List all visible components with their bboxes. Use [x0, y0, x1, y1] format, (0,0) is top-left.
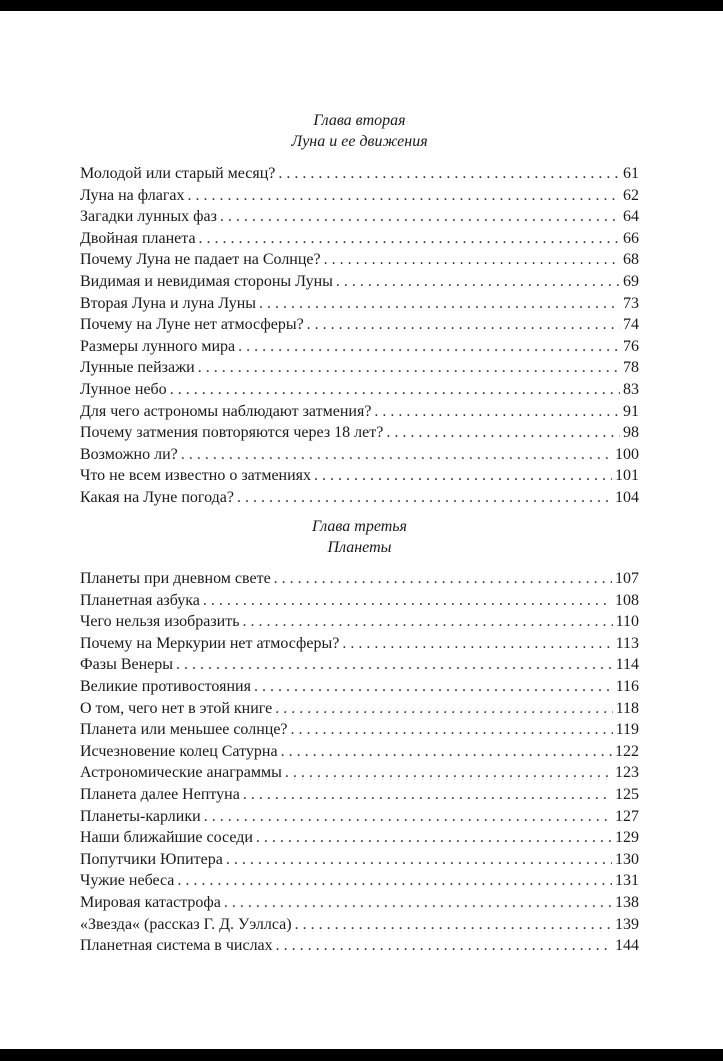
- toc-entry-title: Исчезновение колец Сатурна: [80, 742, 278, 760]
- toc-entry-page: 68: [623, 251, 639, 269]
- toc-entry-page: 139: [615, 915, 639, 933]
- toc-entry: [80, 249, 639, 271]
- toc-entry-title: Лунные пейзажи: [80, 359, 195, 377]
- dot-leader: [177, 870, 612, 892]
- toc-entry-title: Загадки лунных фаз: [80, 208, 217, 226]
- toc-entry: [80, 228, 639, 250]
- toc-entry: [80, 487, 639, 509]
- dot-leader: [314, 465, 612, 487]
- dot-leader: [226, 849, 612, 871]
- toc-entry-page: 62: [623, 186, 639, 204]
- toc-entry: [80, 444, 639, 466]
- toc-entry-page: 114: [615, 656, 639, 674]
- toc-entry-page: 73: [623, 294, 639, 312]
- toc-entry: [80, 590, 639, 612]
- toc-entry-page: 104: [615, 488, 639, 506]
- dot-leader: [181, 444, 612, 466]
- toc-entry-page: 122: [615, 742, 639, 760]
- toc-entry-page: 74: [623, 316, 639, 334]
- toc-entry: [80, 568, 639, 590]
- toc-entry: [80, 676, 639, 698]
- toc-entry-title: Луна на флагах: [80, 186, 185, 204]
- toc-entry-page: 61: [623, 165, 639, 182]
- dot-leader: [342, 633, 612, 655]
- toc-entry-page: 113: [615, 634, 639, 652]
- toc-entry: [80, 784, 639, 806]
- toc-entry-page: 66: [623, 229, 639, 247]
- dot-leader: [259, 293, 620, 315]
- chapter-3-subtitle: Планеты: [327, 539, 392, 556]
- toc-entry: [80, 654, 639, 676]
- toc-entry: [80, 336, 639, 358]
- toc-entry-page: 108: [615, 591, 639, 609]
- toc-entry-title: Вторая Луна и луна Луны: [80, 294, 257, 312]
- dot-leader: [324, 249, 620, 271]
- dot-leader: [204, 806, 612, 828]
- dot-leader: [274, 568, 612, 590]
- dot-leader: [295, 914, 612, 936]
- toc-entry-title: Для чего астрономы наблюдают затмения?: [80, 402, 372, 420]
- dot-leader: [220, 206, 620, 228]
- toc-entry-title: Видимая и невидимая стороны Луны: [80, 272, 333, 290]
- toc-entry-page: 78: [623, 359, 639, 377]
- toc-entry-page: 83: [623, 380, 639, 398]
- toc-entry-page: 125: [615, 785, 639, 803]
- toc-entry: [80, 698, 639, 720]
- top-border: [0, 0, 723, 11]
- dot-leader: [188, 185, 621, 207]
- toc-entry-title: Почему на Меркурии нет атмосферы?: [80, 634, 340, 652]
- dot-leader: [285, 762, 612, 784]
- toc-entry-title: Планетная азбука: [80, 591, 200, 609]
- dot-leader: [307, 314, 620, 336]
- dot-leader: [238, 336, 620, 358]
- toc-entry-page: 119: [615, 721, 639, 739]
- toc-entry-title: Планета или меньшее солнце?: [80, 721, 288, 739]
- toc-entry-page: 127: [615, 807, 639, 825]
- toc-entry-page: 129: [615, 829, 639, 847]
- dot-leader: [291, 719, 613, 741]
- dot-leader: [198, 357, 620, 379]
- toc-entry: [80, 271, 639, 293]
- toc-entry-title: Чего нельзя изобразить: [80, 613, 240, 631]
- dot-leader: [170, 379, 620, 401]
- toc-entry: [80, 633, 639, 655]
- toc-entry-title: О том, чего нет в этой книге: [80, 699, 273, 717]
- chapter-3-heading: [80, 516, 639, 558]
- toc-entry-page: 100: [615, 445, 639, 463]
- dot-leader: [386, 422, 620, 444]
- toc-entry: [80, 849, 639, 871]
- toc-entry-title: Фазы Венеры: [80, 656, 173, 674]
- toc-entry: [80, 741, 639, 763]
- toc-entry-title: Что не всем известно о затмениях: [80, 467, 312, 485]
- toc-entry-page: 123: [615, 764, 639, 782]
- toc-entry-page: 101: [615, 467, 639, 485]
- dot-leader: [276, 935, 612, 957]
- toc-entry-title: Попутчики Юпитера: [80, 850, 223, 868]
- toc-entry-page: 64: [623, 208, 639, 226]
- dot-leader: [336, 271, 620, 293]
- toc-entry: [80, 422, 639, 444]
- toc-entry-title: Молодой или старый месяц?: [80, 165, 276, 182]
- dot-leader: [281, 741, 612, 763]
- toc-entry: [80, 914, 639, 936]
- toc-entry: [80, 892, 639, 914]
- toc-entry: [80, 185, 639, 207]
- dot-leader: [256, 827, 612, 849]
- chapter-2-heading: [80, 110, 639, 152]
- dot-leader: [278, 163, 620, 185]
- toc-entry: [80, 827, 639, 849]
- toc-entry-page: 144: [615, 937, 639, 955]
- toc-entry-title: Планеты-карлики: [80, 807, 201, 825]
- toc-entry-page: 118: [615, 699, 639, 717]
- toc-entry: [80, 401, 639, 423]
- toc-entry-page: 69: [623, 272, 639, 290]
- dot-leader: [176, 654, 613, 676]
- toc-entry-title: Возможно ли?: [80, 445, 178, 463]
- toc-entry-title: Планеты при дневном свете: [80, 570, 271, 587]
- toc-entry-page: 107: [615, 570, 639, 587]
- toc-entry-title: Почему Луна не падает на Солнце?: [80, 251, 321, 269]
- toc-entry: [80, 935, 639, 957]
- dot-leader: [199, 228, 620, 250]
- toc-entry-page: 131: [615, 872, 639, 890]
- dot-leader: [374, 401, 620, 423]
- toc-entry-title: Чужие небеса: [80, 872, 175, 890]
- toc-entry-title: Наши ближайшие соседи: [80, 829, 253, 847]
- toc-entry-title: Почему на Луне нет атмосферы?: [80, 316, 304, 334]
- toc-entry-page: 98: [623, 424, 639, 442]
- chapter-2-title: Глава вторая: [313, 112, 406, 129]
- toc-entry-title: Какая на Луне погода?: [80, 488, 234, 506]
- dot-leader: [254, 676, 613, 698]
- toc-entry-title: Размеры лунного мира: [80, 337, 236, 355]
- toc-entry: [80, 379, 639, 401]
- bottom-border: [0, 1049, 723, 1061]
- toc-entry-title: Двойная планета: [80, 229, 196, 247]
- chapter-3-toc: [80, 568, 639, 957]
- toc-entry: [80, 611, 639, 633]
- toc-entry: [80, 357, 639, 379]
- toc-entry: [80, 870, 639, 892]
- dot-leader: [243, 611, 613, 633]
- toc-entry-page: 116: [615, 677, 639, 695]
- toc-entry-title: Планетная система в числах: [80, 937, 273, 955]
- toc-entry-title: Планета далее Нептуна: [80, 785, 240, 803]
- toc-entry: [80, 314, 639, 336]
- chapter-3-title: Глава третья: [312, 518, 407, 535]
- toc-entry: [80, 293, 639, 315]
- chapter-2-toc: [80, 163, 639, 509]
- toc-entry-page: 76: [623, 337, 639, 355]
- toc-entry: [80, 206, 639, 228]
- toc-entry-title: «Звезда« (рассказ Г. Д. Уэллса): [80, 915, 292, 933]
- toc-entry-title: Великие противостояния: [80, 677, 251, 695]
- dot-leader: [243, 784, 612, 806]
- toc-entry: [80, 719, 639, 741]
- toc-entry: [80, 806, 639, 828]
- toc-entry: [80, 762, 639, 784]
- toc-entry-title: Астрономические анаграммы: [80, 764, 282, 782]
- toc-entry-title: Мировая катастрофа: [80, 893, 221, 911]
- toc-entry-page: 138: [615, 893, 639, 911]
- toc-entry-title: Почему затмения повторяются через 18 лет?: [80, 424, 384, 442]
- dot-leader: [237, 487, 612, 509]
- chapter-2-subtitle: Луна и ее движения: [291, 133, 428, 150]
- dot-leader: [275, 698, 612, 720]
- dot-leader: [203, 590, 612, 612]
- toc-entry: [80, 163, 639, 185]
- toc-entry-page: 110: [615, 613, 639, 631]
- toc-entry: [80, 465, 639, 487]
- toc-entry-title: Лунное небо: [80, 380, 167, 398]
- toc-entry-page: 91: [623, 402, 639, 420]
- dot-leader: [224, 892, 612, 914]
- toc-entry-page: 130: [615, 850, 639, 868]
